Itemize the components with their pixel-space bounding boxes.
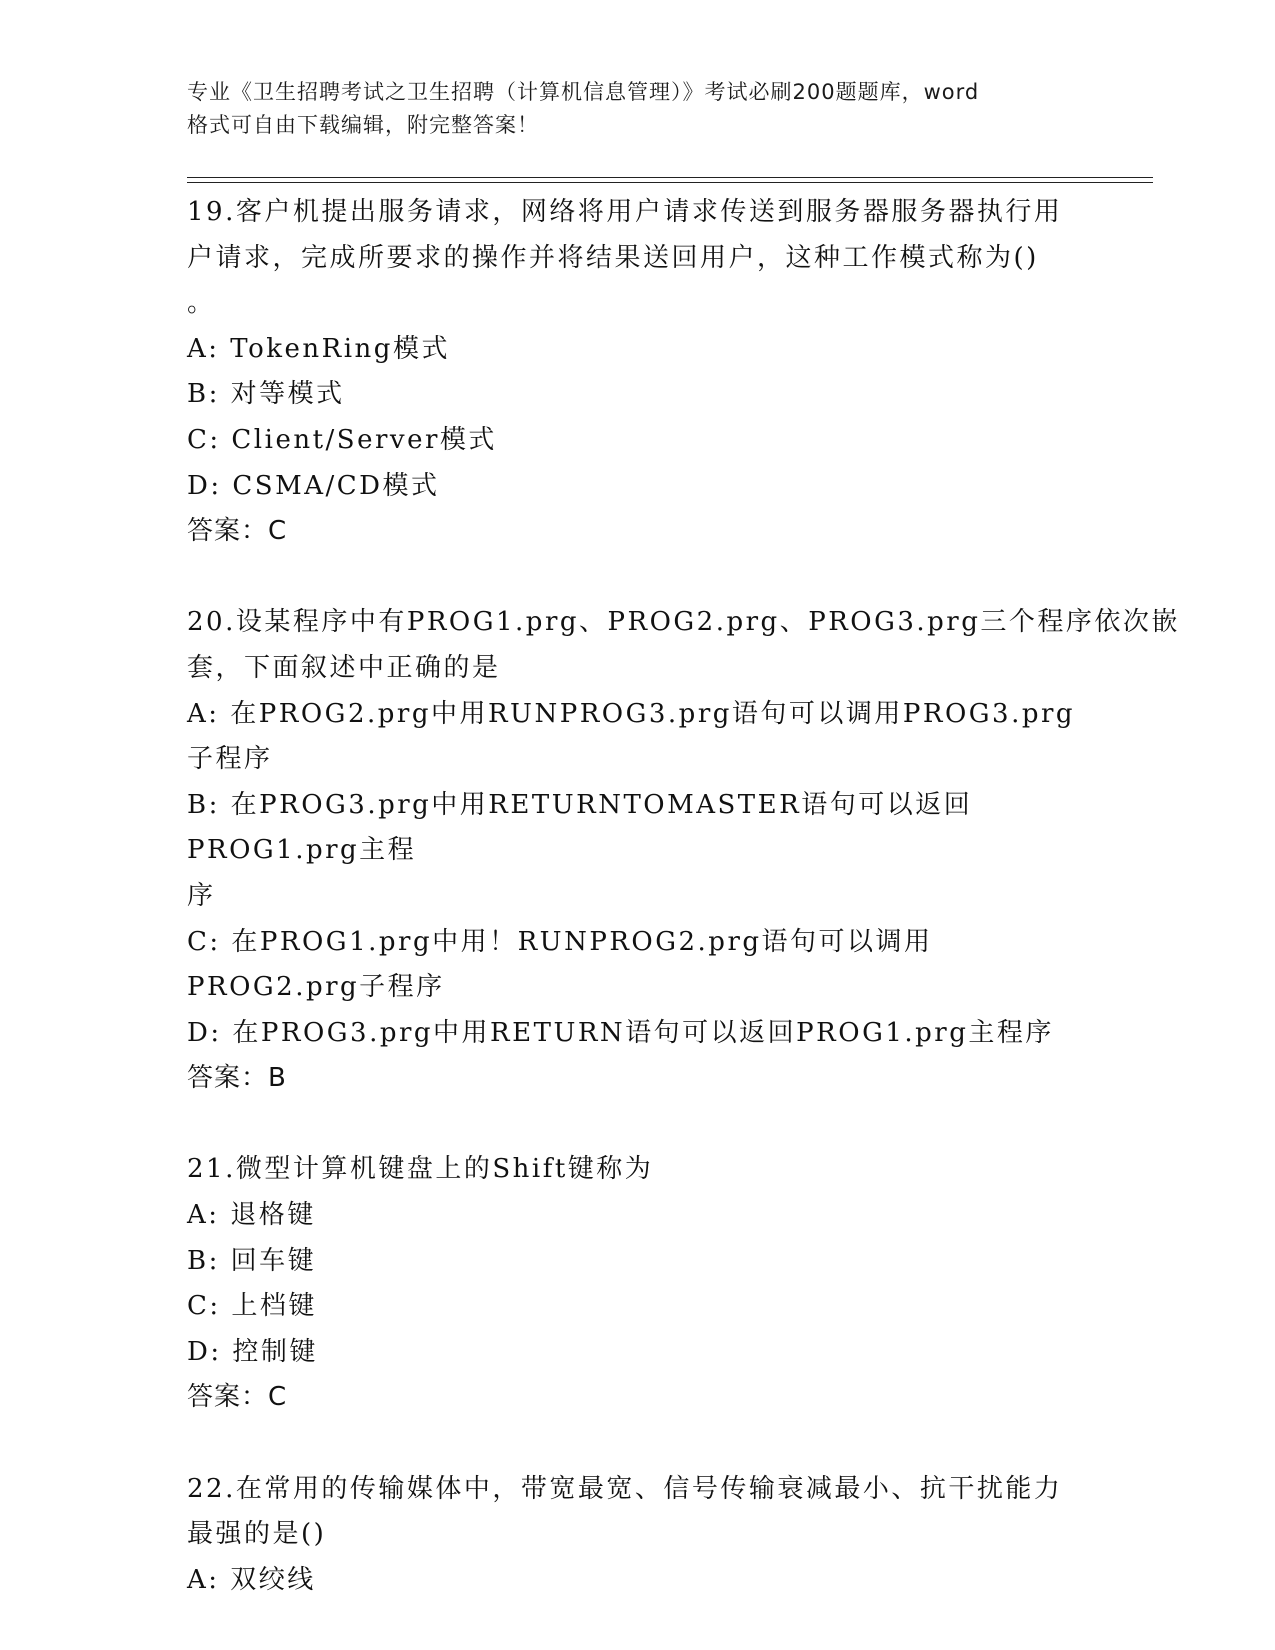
answer-label: 答案：C [187,516,288,547]
header-rule-top [187,177,1153,178]
option-a: A: 退格键 [187,1200,316,1231]
option-b: B: 回车键 [187,1245,317,1276]
question-stem-line: 户请求，完成所要求的操作并将结果送回用户，这种工作模式称为() [187,242,1039,273]
answer-label: 答案：C [187,1382,288,1413]
question-stem-line: 19.客户机提出服务请求，网络将用户请求传送到服务器服务器执行用 [187,197,1063,227]
option-c: C: Client/Server模式 [187,424,497,455]
question-stem-line: 最强的是() [187,1519,327,1550]
option-b-continued: 序 [187,880,216,911]
answer-label: 答案：B [187,1063,287,1094]
header-rule-bottom [187,182,1153,183]
question-21 [187,1147,1087,1421]
document-header [187,76,1087,142]
question-stem-line: 22.在常用的传输媒体中，带宽最宽、信号传输衰减最小、抗干扰能力 [187,1473,1063,1504]
option-c: C: 在PROG1.prg中用！RUNPROG2.prg语句可以调用PROG2.prg子程序 [187,926,933,1003]
option-b: B: 对等模式 [187,379,345,410]
question-stem-line: 套，下面叙述中正确的是 [187,652,501,683]
header-line-1: 专业《卫生招聘考试之卫生招聘（计算机信息管理）》考试必刷200题题库，word [187,80,980,104]
option-d: D: 在PROG3.prg中用RETURN语句可以返回PROG1.prg主程序 [187,1017,1054,1048]
question-stem-line: 20.设某程序中有PROG1.prg、PROG2.prg、PROG3.prg三个程序依次嵌 [187,607,1180,638]
question-list [187,190,1180,1649]
question-20 [187,600,1180,1102]
header-line-2: 格式可自由下载编辑，附完整答案！ [187,113,539,137]
question-stem-line: 。 [187,288,216,319]
option-a: A: TokenRing模式 [187,333,450,364]
option-a: A: 双绞线 [187,1564,316,1595]
option-d: D: 控制键 [187,1336,318,1367]
option-c: C: 上档键 [187,1291,317,1322]
option-a: A: 在PROG2.prg中用RUNPROG3.prg语句可以调用PROG3.prg子程序 [187,698,1076,775]
question-19 [187,190,1087,555]
option-b: B: 在PROG3.prg中用RETURNTOMASTER语句可以返回PROG1.prg主程 [187,789,973,866]
question-22 [187,1467,1087,1604]
option-d: D: CSMA/CD模式 [187,470,440,501]
question-stem-line: 21.微型计算机键盘上的Shift键称为 [187,1154,654,1185]
